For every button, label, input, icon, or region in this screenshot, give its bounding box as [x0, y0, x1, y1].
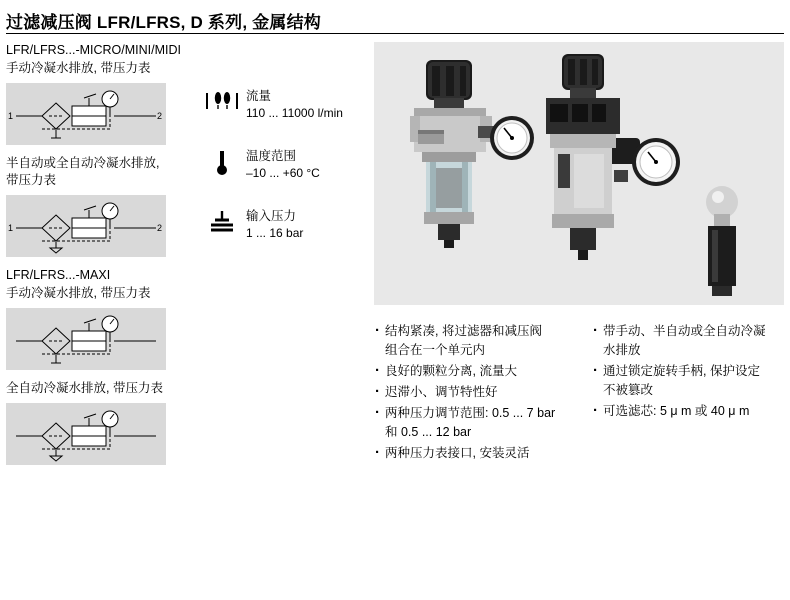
- svg-text:2: 2: [157, 111, 163, 121]
- bullet-line2: 不被篡改: [603, 383, 654, 397]
- spec-text: [246, 88, 368, 122]
- flow-icon: [198, 88, 246, 112]
- page-title: 过滤减压阀 LFR/LFRS, D 系列, 金属结构: [6, 13, 321, 32]
- spec-value: 1 ... 16 bar: [246, 226, 304, 240]
- spec-label: 流量: [246, 89, 272, 103]
- list-item: [374, 362, 589, 381]
- bullet-line1: 带手动、半自动或全自动冷凝: [603, 324, 766, 338]
- svg-text:1: 1: [8, 223, 14, 233]
- list-item: [374, 404, 589, 442]
- bullet-line1: 两种压力表接口, 安装灵活: [385, 446, 530, 460]
- spec-text: [246, 208, 368, 242]
- circuit-diagram-1: [6, 83, 186, 145]
- spec-flow: [198, 88, 368, 122]
- bullet-line1: 迟滞小、调节特性好: [385, 385, 498, 399]
- spec-value: –10 ... +60 °C: [246, 166, 320, 180]
- left-column: [6, 42, 186, 475]
- title-divider: [6, 33, 784, 34]
- spec-label: 温度范围: [246, 149, 297, 163]
- bullet-line2: 和 0.5 ... 12 bar: [385, 425, 472, 439]
- section-semi-auto-drain: [6, 155, 186, 257]
- spec-text: [246, 148, 368, 182]
- spec-temperature: [198, 148, 368, 182]
- list-item: [592, 402, 787, 421]
- section-full-auto-drain: [6, 380, 186, 465]
- list-item: [592, 322, 787, 360]
- section-maxi: [6, 267, 186, 370]
- spec-input-pressure: [198, 208, 368, 242]
- section-subtitle: 手动冷凝水排放, 带压力表: [6, 61, 151, 75]
- circuit-diagram-2: [6, 195, 186, 257]
- svg-text:2: 2: [157, 223, 163, 233]
- svg-text:1: 1: [8, 111, 14, 121]
- circuit-diagram-4: [6, 403, 186, 465]
- pressure-icon: [198, 208, 246, 234]
- section-subtitle: 全自动冷凝水排放, 带压力表: [6, 381, 163, 395]
- section-subtitle-line1: 半自动或全自动冷凝水排放,: [6, 156, 160, 170]
- product-photo: [374, 42, 784, 305]
- bullet-line1: 良好的颗粒分离, 流量大: [385, 364, 517, 378]
- features-list-right: [592, 322, 787, 423]
- section-heading: LFR/LFRS...-MAXI: [6, 268, 111, 282]
- bullet-line2: 组合在一个单元内: [385, 343, 486, 357]
- list-item: [592, 362, 787, 400]
- section-subtitle: 手动冷凝水排放, 带压力表: [6, 286, 151, 300]
- bullet-line1: 通过锁定旋转手柄, 保护设定: [603, 364, 760, 378]
- product-condensate-drain-unit: [706, 186, 738, 296]
- section-subtitle-line2: 带压力表: [6, 173, 57, 187]
- features-list-left: [374, 322, 589, 465]
- bullet-line2: 水排放: [603, 343, 641, 357]
- specifications-list: [198, 88, 368, 268]
- list-item: [374, 322, 589, 360]
- list-item: [374, 383, 589, 402]
- thermometer-icon: [198, 148, 246, 176]
- bullet-line1: 可选滤芯: 5 μ m 或 40 μ m: [603, 404, 750, 418]
- list-item: [374, 444, 589, 463]
- bullet-line1: 两种压力调节范围: 0.5 ... 7 bar: [385, 406, 556, 420]
- bullet-line1: 结构紧凑, 将过滤器和减压阀: [385, 324, 542, 338]
- section-micro-mini-midi: [6, 42, 186, 145]
- circuit-diagram-3: [6, 308, 186, 370]
- section-heading: LFR/LFRS...-MICRO/MINI/MIDI: [6, 43, 181, 57]
- spec-value: 110 ... 11000 l/min: [246, 106, 343, 120]
- spec-label: 输入压力: [246, 209, 297, 223]
